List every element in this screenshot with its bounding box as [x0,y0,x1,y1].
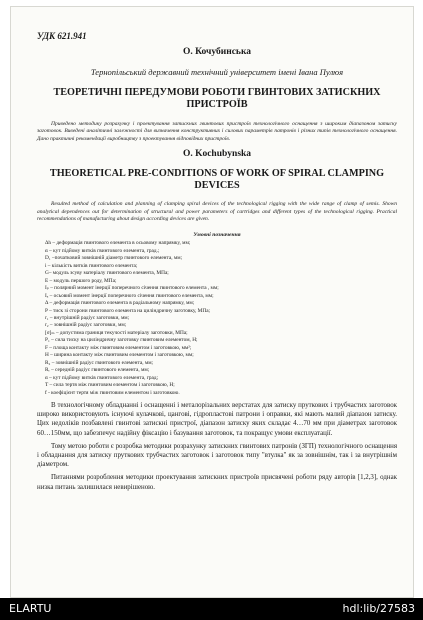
legend-item: Iₚ – полярний момент інерції поперечного січення гвинтового елемента , мм; [45,285,219,292]
legend-item: i – кількість витків гвинтового елемента; [45,262,138,269]
legend-item: T – сила тертя між гвинтовим елементом і заготовкою, Н; [45,382,175,389]
paper-content [37,31,397,492]
legend-item: P – тиск зі сторони гвинтового елемента на циліндричну заготовку, МПа; [45,307,211,314]
legend-item: Δ – деформація гвинтового елемента в радіальному напрямку, мм; [45,300,195,307]
legend-item: G– модуль зсуву матеріалу гвинтового елемента, МПа; [45,270,169,277]
legend-item: [σ]ₘ – допустима границя текучості матеріалу заготовки, МПа; [45,329,188,336]
footer-repository-name: ELARTU [9,602,52,615]
body-paragraph: Тому метою роботи є розробка методики розрахунку затискних гвинтових патронів (ЗГП) технологічного оснащення і обладнання для затиску пруткових трубчастих заготовок і заготовок типу "втулка" як за зовнішнім, так і за внутрішнім діаметром. [37,442,397,469]
legend-heading: Умовні позначення [193,232,241,239]
legend-item: Rᵣ – середній радіус гвинтового елемента, мм; [45,367,150,374]
title-ua: ТЕОРЕТИЧНІ ПЕРЕДУМОВИ РОБОТИ ГВИНТОВИХ ЗАТИСКНИХ ПРИСТРОЇВ [53,87,381,110]
legend-item: Δh – деформація гвинтового елемента в осьовому напрямку, мм; [45,240,191,247]
legend-list [37,240,397,397]
legend-item: E – модуль першого роду, МПа; [45,277,117,284]
body-paragraph: В технологічному обладнанні і оснащенні і металорізальних верстатах для затиску пруткових і трубчастих заготовок широко використовують існуючі кулачкові, цангові, гідропластові патрони і оправки, які мають малий діапазон затиску. Цих недоліків позбавлені гвинтові затискні пристрої, діапазон затиску яких складає 4…70 мм при діаметрах заготовок 60…150мм, що забезпечує надійну фіксацію і базування заготовок, та покращує умови експлуатації. [37,401,397,437]
footer-handle-link[interactable]: hdl:lib/27583 [342,602,415,615]
legend-item: Iₓ – осьовий момент інерції поперечного січення гвинтового елемента, мм; [45,292,214,299]
legend-item: H – ширина контакту між гвинтовим елементом і заготовкою, мм; [45,352,194,359]
legend-item: r₂ – зовнішній радіус заготовки, мм; [45,322,127,329]
legend-item: R₂ – зовнішній радіус гвинтового елемента, мм; [45,359,154,366]
abstract-en: Resulted method of calculation and planning of clamping spiral devices of the technological rigging with the wide range of clamp of semis. Shown analytical dependences out for determination of structural and power parameters of cartridges and different types of the technological rigging. Practical recommendations of manufacturing about design according devices are given. [37,201,397,223]
footer-bar [0,598,423,620]
title-en: THEORETICAL PRE-CONDITIONS OF WORK OF SPIRAL CLAMPING DEVICES [49,168,385,192]
author-ua: О. Кочубинська [182,47,252,57]
legend-item: r₁ – внутрішній радіус заготовки, мм; [45,314,130,321]
udk-code: УДК 621.941 [37,31,87,41]
legend-item: F – площа контакту між гвинтовим елементом і заготовкою, мм²; [45,344,192,351]
author-en: O. Kochubynska [182,149,252,160]
paper-page [10,6,414,598]
legend-item: α – кут підйому витків гвинтового елемента, град; [45,374,159,381]
legend-item: f - коефіцієнт тертя між гвинтовим елементом і заготовкою. [45,389,180,396]
body-paragraph: Питаннями розроблення методики проектування затискних пристроїв присвячені роботи ряду авторів [1,2,3], однак низка питань залишилася невирішеною. [37,474,397,491]
affiliation: Тернопільський державний технічний університет імені Івана Пулюя [90,67,344,77]
legend-item: D₁ –початковий зовнішній діаметр гвинтового елемента, мм; [45,255,183,262]
legend-item: α – кут підйому витків гвинтового елемента, град.; [45,247,160,254]
abstract-ua: Приведено методику розрахунку і проектування затискних гвинтових пристроїв технологічного оснащення з широким діапазоном затиску заготовок. Виведені аналітичні залежності для визначення конструктивних і силових параметрів патронів і різних типів технологічного оснащення. Дано практичні рекомендації виробництву з проектування відповідних пристроїв. [37,121,397,142]
legend-item: P₁ – сила тиску на циліндричну заготовку гвинтовим елементом, Н; [45,337,198,344]
